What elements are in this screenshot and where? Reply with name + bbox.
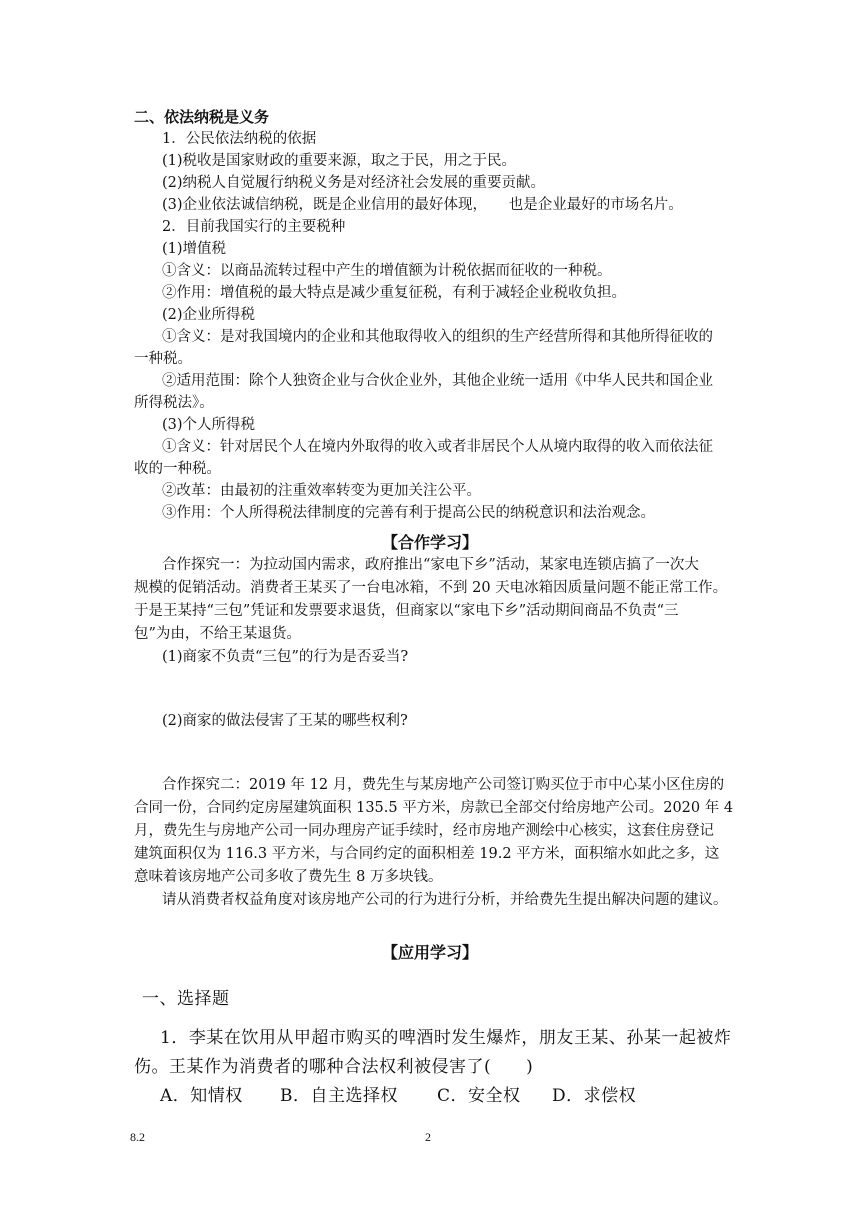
text-line: (1)增值税: [162, 241, 227, 257]
question-text: 伤。王某作为消费者的哪种合法权利被侵害了( ): [134, 1057, 534, 1077]
text-line: 所得税法》。: [134, 395, 214, 411]
page-number: 2: [425, 1130, 431, 1144]
text-line: ①含义：是对我国境内的企业和其他取得收入的组织的生产经营所得和其他所得征收的: [162, 329, 713, 345]
text-line: ①含义：以商品流转过程中产生的增值额为计税依据而征收的一种税。: [162, 263, 612, 279]
cooperative-learning-heading: 【合作学习】: [381, 533, 478, 552]
text-line: 意味着该房地产公司多收了费先生 8 万多块钱。: [134, 869, 443, 885]
text-line: ①含义：针对居民个人在境内外取得的收入或者非居民个人从境内取得的收入而依法征: [162, 439, 713, 455]
text-line: 合同一份，合同约定房屋建筑面积 135.5 平方米，房款已全部交付给房地产公司。2020 年 4: [134, 800, 734, 816]
text-line: ②适用范围：除个人独资企业与合伙企业外，其他企业统一适用《中华人民共和国企业: [162, 373, 713, 389]
text-line: 请从消费者权益角度对该房地产公司的行为进行分析，并给费先生提出解决问题的建议。: [162, 892, 728, 908]
text-line: ②作用：增值税的最大特点是减少重复征税，有利于减轻企业税收负担。: [162, 285, 626, 301]
text-line: 一种税。: [134, 351, 192, 367]
text-line: 规模的促销活动。消费者王某买了一台电冰箱，不到 20 天电冰箱因质量问题不能正常工作。: [134, 580, 728, 596]
text-line: 建筑面积仅为 116.3 平方米，与合同约定的面积相差 19.2 平方米，面积缩水如此之多，这: [134, 846, 720, 862]
section-choice-title: 一、选择题: [142, 989, 230, 1009]
footer-version: 8.2: [130, 1130, 145, 1144]
option-d: D．求偿权: [552, 1086, 637, 1106]
text-line: (3)个人所得税: [162, 417, 256, 433]
question-text: 1．李某在饮用从甲超市购买的啤酒时发生爆炸，朋友王某、孙某一起被炸: [160, 1028, 732, 1048]
question-2: (2)商家的做法侵害了王某的哪些权利?: [162, 713, 408, 729]
text-line: (3)企业依法诚信纳税，既是企业信用的最好体现， 也是企业最好的市场名片。: [162, 197, 683, 213]
applied-learning-heading: 【应用学习】: [381, 943, 478, 962]
option-a: A．知情权: [160, 1086, 243, 1106]
text-line: (1)税收是国家财政的重要来源，取之于民，用之于民。: [162, 153, 517, 169]
text-line: 合作探究一：为拉动国内需求，政府推出“家电下乡”活动，某家电连锁店搞了一次大: [162, 557, 699, 573]
text-line: (2)纳税人自觉履行纳税义务是对经济社会发展的重要贡献。: [162, 175, 546, 191]
text-line: (2)企业所得税: [162, 307, 256, 323]
text-line: 1．公民依法纳税的依据: [162, 131, 317, 147]
text-line: 合作探究二：2019 年 12 月，费先生与某房地产公司签订购买位于市中心某小区住房的: [162, 777, 725, 793]
option-b: B．自主选择权: [280, 1086, 398, 1106]
text-line: 包”为由，不给王某退货。: [134, 626, 301, 642]
text-line: 2．目前我国实行的主要税种: [162, 219, 346, 235]
section-title: 二、依法纳税是义务: [134, 108, 270, 126]
text-line: ③作用：个人所得税法律制度的完善有利于提高公民的纳税意识和法治观念。: [162, 505, 655, 521]
text-line: 于是王某持“三包”凭证和发票要求退货，但商家以“家电下乡”活动期间商品不负责“三: [134, 603, 679, 619]
text-line: 月，费先生与房地产公司一同办理房产证手续时，经市房地产测绘中心核实，这套住房登记: [134, 823, 714, 839]
text-line: 收的一种税。: [134, 461, 221, 477]
option-c: C．安全权: [437, 1086, 521, 1106]
question-1: (1)商家不负责“三包”的行为是否妥当?: [162, 649, 409, 665]
text-line: ②改革：由最初的注重效率转变为更加关注公平。: [162, 483, 481, 499]
